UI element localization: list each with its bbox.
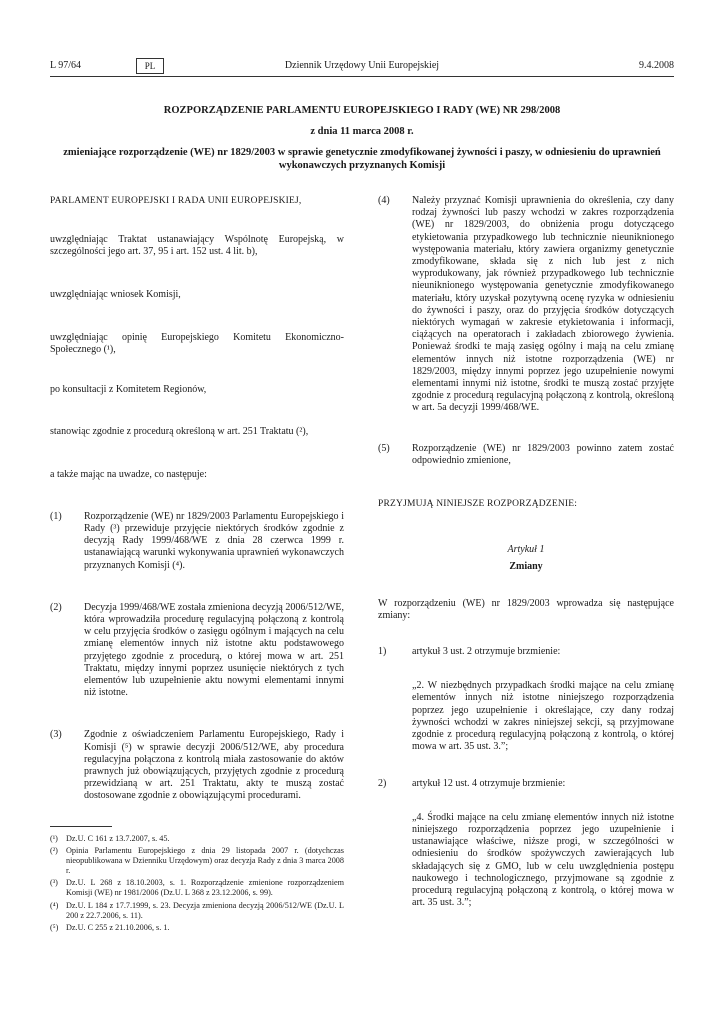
right-column bbox=[378, 195, 674, 909]
recital bbox=[50, 729, 344, 802]
recital bbox=[378, 443, 674, 467]
amendment-quote: „2. W niezbędnych przypadkach środki mające na celu zmianę elementów innych niż istotne niniejszego rozporządzenia poprzez jego uzupełnienie i określające, czy dany rodzaj żywności wchodzi w zakres niniejszej sekcji, są przyjmowane zgodnie z procedurą regulacyjną połączoną z kontrolą, o której mowa w art. 35 ust. 3.”; bbox=[412, 680, 674, 753]
recital-text: Rozporządzenie (WE) nr 1829/2003 powinno zatem zostać odpowiednio zmienione, bbox=[412, 442, 674, 466]
footnote-number: (¹) bbox=[50, 834, 58, 843]
recital-text: Zgodnie z oświadczeniem Parlamentu Europejskiego, Rady i Komisji (⁵) w sprawie decyzji 2006/512/WE, aby procedura regulacyjna połączona z kontrolą miała zastosowanie do aktów prawnych już obowiązujących, przyjętych zgodnie z procedurą przewidzianą w art. 251 Traktatu, akty te muszą zostać dostosowane zgodnie z obowiązującymi procedurami. bbox=[84, 729, 344, 802]
oj-reference: L 97/64 bbox=[50, 60, 82, 71]
citation: uwzględniając wniosek Komisji, bbox=[50, 288, 181, 300]
left-column bbox=[50, 195, 344, 803]
citation: uwzględniając opinię Europejskiego Komitetu Ekonomiczno-Społecznego (¹), bbox=[50, 331, 344, 356]
recital-number: (5) bbox=[378, 442, 390, 454]
recital bbox=[378, 195, 674, 415]
footnote bbox=[50, 878, 344, 898]
footnote-number: (²) bbox=[50, 846, 58, 856]
title-subject: zmieniające rozporządzenie (WE) nr 1829/2003 w sprawie genetycznie zmodyfikowanej żywności i paszy, w odniesieniu do uprawnień wykonawczych przyznanych Komisji bbox=[63, 147, 661, 171]
recital-number: (4) bbox=[378, 195, 390, 206]
citation: po konsultacji z Komitetem Regionów, bbox=[50, 384, 207, 396]
article-number: Artykuł 1 bbox=[507, 544, 545, 556]
footnote-text: Dz.U. C 255 z 21.10.2006, s. 1. bbox=[66, 922, 170, 932]
recital-number: (3) bbox=[50, 729, 62, 741]
amendment-quote: „4. Środki mające na celu zmianę elementów innych niż istotne niniejszego rozporządzenia poprzez jego uzupełnienie i ustanawiające właściwe, niższe progi, w szczególności w odniesieniu do środków spożywczych zawierających lub składających się z GMO, lub w celu uwzględnienia postępu naukowego i technologicznego, przyjmowane są zgodnie z procedurą regulacyjną połączoną z kontrolą, o której mowa w art. 35 ust. 3.”; bbox=[412, 811, 674, 909]
footnote bbox=[50, 923, 344, 933]
recital-number: (2) bbox=[50, 601, 62, 613]
article-title: Zmiany bbox=[509, 561, 543, 573]
adoption-formula: PRZYJMUJĄ NINIEJSZE ROZPORZĄDZENIE: bbox=[378, 499, 578, 510]
citation: stanowiąc zgodnie z procedurą określoną w art. 251 Traktatu (²), bbox=[50, 426, 309, 438]
amendment-text: artykuł 3 ust. 2 otrzymuje brzmienie: bbox=[412, 646, 561, 658]
recital bbox=[50, 511, 344, 572]
recital-text: Należy przyznać Komisji uprawnienia do określenia, czy dany rodzaj żywności lub paszy wchodzi w zakres rozporządzenia (WE) nr 1829/2003, do obniżenia progu dotyczącego etykietowania przypadkowego lub technicznie nieuniknionego występowania materiału, który zawiera organizmy genetycznie zmodyfikowane, składa się z nich lub jest z nich wyprodukowany, jak również przypadkowego lub technicznie nieuniknionego występowania genetycznie zmodyfikowanego materiału, który uzyskał pozytywną ocenę ryzyka w odniesieniu do żywności i paszy, oraz do przyjęcia środków dotyczących niektórych wymagań w zakresie etykietowania i informacji, ciążących na operatorach i zakładach zbiorowego żywienia. Ponieważ środki te mają zasięg ogólny i mają na celu zmianę elementów innych niż istotne rozporządzenia (WE) nr 1829/2003, między innymi poprzez jego uzupełnienie nowymi elementami innymi niż istotne, środki te muszą zostać przyjęte zgodnie z procedurą regulacyjną połączoną z kontrolą, określoną w art. 5a decyzji 1999/468/WE. bbox=[412, 195, 674, 414]
regulation-title bbox=[50, 104, 674, 172]
recital-text: Rozporządzenie (WE) nr 1829/2003 Parlamentu Europejskiego i Rady (³) przewiduje przyjęcie niektórych środków zgodnie z decyzją Rady 1999/468/WE z dnia 28 czerwca 1999 r. ustanawiającą warunki wykonywania uprawnień wykonawczych przyznanych Komisji (⁴). bbox=[84, 510, 344, 571]
citation: uwzględniając Traktat ustanawiający Wspólnotę Europejską, w szczególności jego art. 37, 95 i art. 152 ust. 4 lit. b), bbox=[50, 234, 344, 258]
footnote-divider bbox=[50, 826, 112, 827]
title-line-1: ROZPORZĄDZENIE PARLAMENTU EUROPEJSKIEGO I RADY (WE) NR 298/2008 bbox=[163, 105, 561, 116]
footnote-text: Dz.U. L 268 z 18.10.2003, s. 1. Rozporządzenie zmienione rozporządzeniem Komisji (WE) nr 1981/2006 (Dz.U. L 368 z 23.12.2006, s. 99). bbox=[66, 878, 344, 898]
enacting-bodies: PARLAMENT EUROPEJSKI I RADA UNII EUROPEJSKIEJ, bbox=[50, 196, 302, 206]
recital-number: (1) bbox=[50, 510, 62, 522]
amendment bbox=[378, 646, 674, 658]
header-divider bbox=[50, 76, 674, 77]
footnote bbox=[50, 846, 344, 876]
footnotes bbox=[50, 834, 344, 935]
recital bbox=[50, 602, 344, 700]
amendment-text: artykuł 12 ust. 4 otrzymuje brzmienie: bbox=[412, 777, 566, 789]
publication-date: 9.4.2008 bbox=[639, 60, 674, 71]
footnote-number: (⁴) bbox=[50, 900, 59, 910]
amendment-number: 2) bbox=[378, 777, 387, 789]
amendment bbox=[378, 778, 674, 790]
footnote-number: (³) bbox=[50, 878, 58, 888]
footnote-number: (⁵) bbox=[50, 922, 59, 932]
page-header bbox=[50, 58, 674, 76]
title-date: z dnia 11 marca 2008 r. bbox=[310, 126, 414, 137]
article-intro: W rozporządzeniu (WE) nr 1829/2003 wprowadza się następujące zmiany: bbox=[378, 597, 674, 621]
footnote bbox=[50, 901, 344, 921]
journal-title: Dziennik Urzędowy Unii Europejskiej bbox=[284, 60, 440, 71]
footnote-text: Dz.U. L 184 z 17.7.1999, s. 23. Decyzja zmieniona decyzją 2006/512/WE (Dz.U. L 200 z 22.7.2006, s. 11). bbox=[66, 900, 344, 920]
language-badge: PL bbox=[136, 58, 164, 74]
recital-text: Decyzja 1999/468/WE została zmieniona decyzją 2006/512/WE, która wprowadziła procedurę regulacyjną połączoną z kontrolą w celu przyjęcia środków o zasięgu ogólnym i mających na celu zmianę elementów innych niż istotne aktu podstawowego przyjętego zgodnie z procedurą, o której mowa w art. 251 Traktatu, między innymi poprzez usunięcie niektórych z tych elementów lub uzupełnienie aktu nowymi elementami innymi niż istotne. bbox=[84, 601, 344, 699]
amendment-number: 1) bbox=[378, 646, 387, 658]
footnote bbox=[50, 834, 344, 844]
footnote-text: Dz.U. C 161 z 13.7.2007, s. 45. bbox=[66, 834, 170, 843]
citation: a także mając na uwadze, co następuje: bbox=[50, 468, 207, 480]
footnote-text: Opinia Parlamentu Europejskiego z dnia 29 listopada 2007 r. (dotychczas nieopublikowana w Dzienniku Urzędowym) oraz decyzja Rady z dnia 3 marca 2008 r. bbox=[66, 846, 344, 876]
